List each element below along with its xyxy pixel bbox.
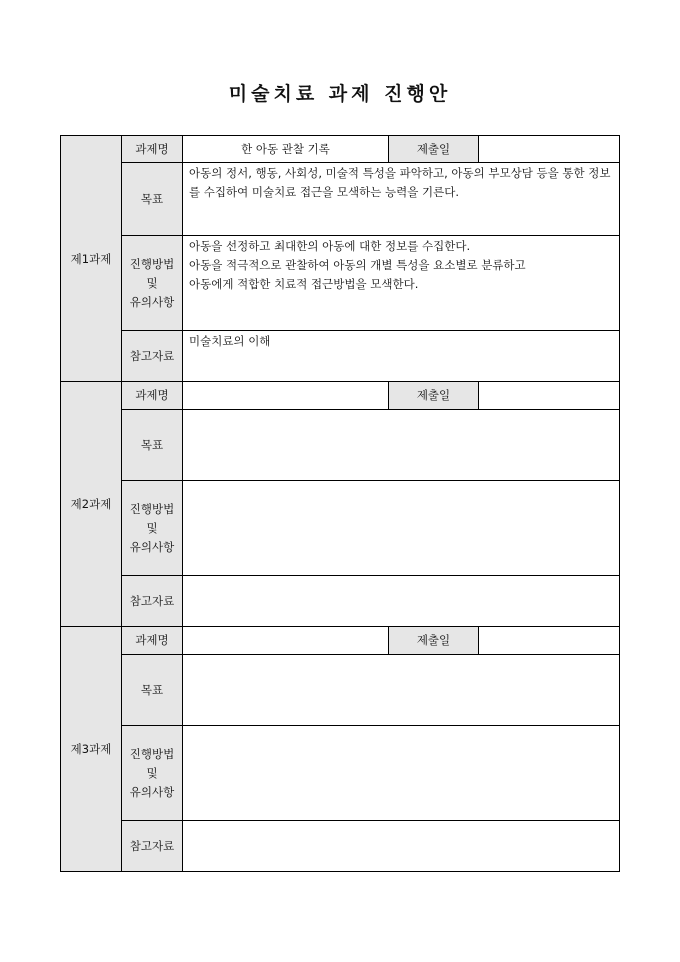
references-value[interactable] bbox=[183, 821, 620, 872]
assignment-table bbox=[60, 135, 620, 872]
due-date-value[interactable] bbox=[479, 136, 620, 163]
task-name-value[interactable] bbox=[183, 627, 389, 655]
goal-value[interactable] bbox=[183, 655, 620, 726]
references-value[interactable] bbox=[183, 576, 620, 627]
references-label: 참고자료 bbox=[122, 821, 183, 872]
method-line: 아동에게 적합한 치료적 접근방법을 모색한다. bbox=[189, 277, 419, 291]
goal-label: 목표 bbox=[122, 410, 183, 481]
due-date-value[interactable] bbox=[479, 382, 620, 410]
page-title: 미술치료 과제 진행안 bbox=[228, 83, 452, 105]
task-name-label: 과제명 bbox=[122, 382, 183, 410]
due-date-label: 제출일 bbox=[389, 382, 479, 410]
references-value[interactable]: 미술치료의 이해 bbox=[183, 331, 620, 382]
due-date-value[interactable] bbox=[479, 627, 620, 655]
references-label: 참고자료 bbox=[122, 576, 183, 627]
task-name-value[interactable] bbox=[183, 382, 389, 410]
task-section-label: 제3과제 bbox=[61, 627, 122, 872]
method-value[interactable] bbox=[183, 481, 620, 576]
goal-value[interactable] bbox=[183, 410, 620, 481]
goal-label: 목표 bbox=[122, 163, 183, 236]
method-value[interactable] bbox=[183, 726, 620, 821]
method-line: 아동을 적극적으로 관찰하여 아동의 개별 특성을 요소별로 분류하고 bbox=[189, 258, 526, 272]
task-name-label: 과제명 bbox=[122, 136, 183, 163]
method-value[interactable] bbox=[183, 236, 620, 331]
task-name-label: 과제명 bbox=[122, 627, 183, 655]
method-label: 진행방법 및 유의사항 bbox=[122, 726, 183, 821]
task-section-label: 제1과제 bbox=[61, 136, 122, 382]
method-label: 진행방법 및 유의사항 bbox=[122, 481, 183, 576]
goal-label: 목표 bbox=[122, 655, 183, 726]
due-date-label: 제출일 bbox=[389, 136, 479, 163]
references-label: 참고자료 bbox=[122, 331, 183, 382]
task-section-label: 제2과제 bbox=[61, 382, 122, 627]
method-line: 아동을 선정하고 최대한의 아동에 대한 정보를 수집한다. bbox=[189, 239, 471, 253]
due-date-label: 제출일 bbox=[389, 627, 479, 655]
goal-value[interactable]: 아동의 정서, 행동, 사회성, 미술적 특성을 파악하고, 아동의 부모상담 등을 통한 정보를 수집하여 미술치료 접근을 모색하는 능력을 기른다. bbox=[183, 163, 620, 236]
method-label: 진행방법 및 유의사항 bbox=[122, 236, 183, 331]
task-name-value[interactable]: 한 아동 관찰 기록 bbox=[183, 136, 389, 163]
